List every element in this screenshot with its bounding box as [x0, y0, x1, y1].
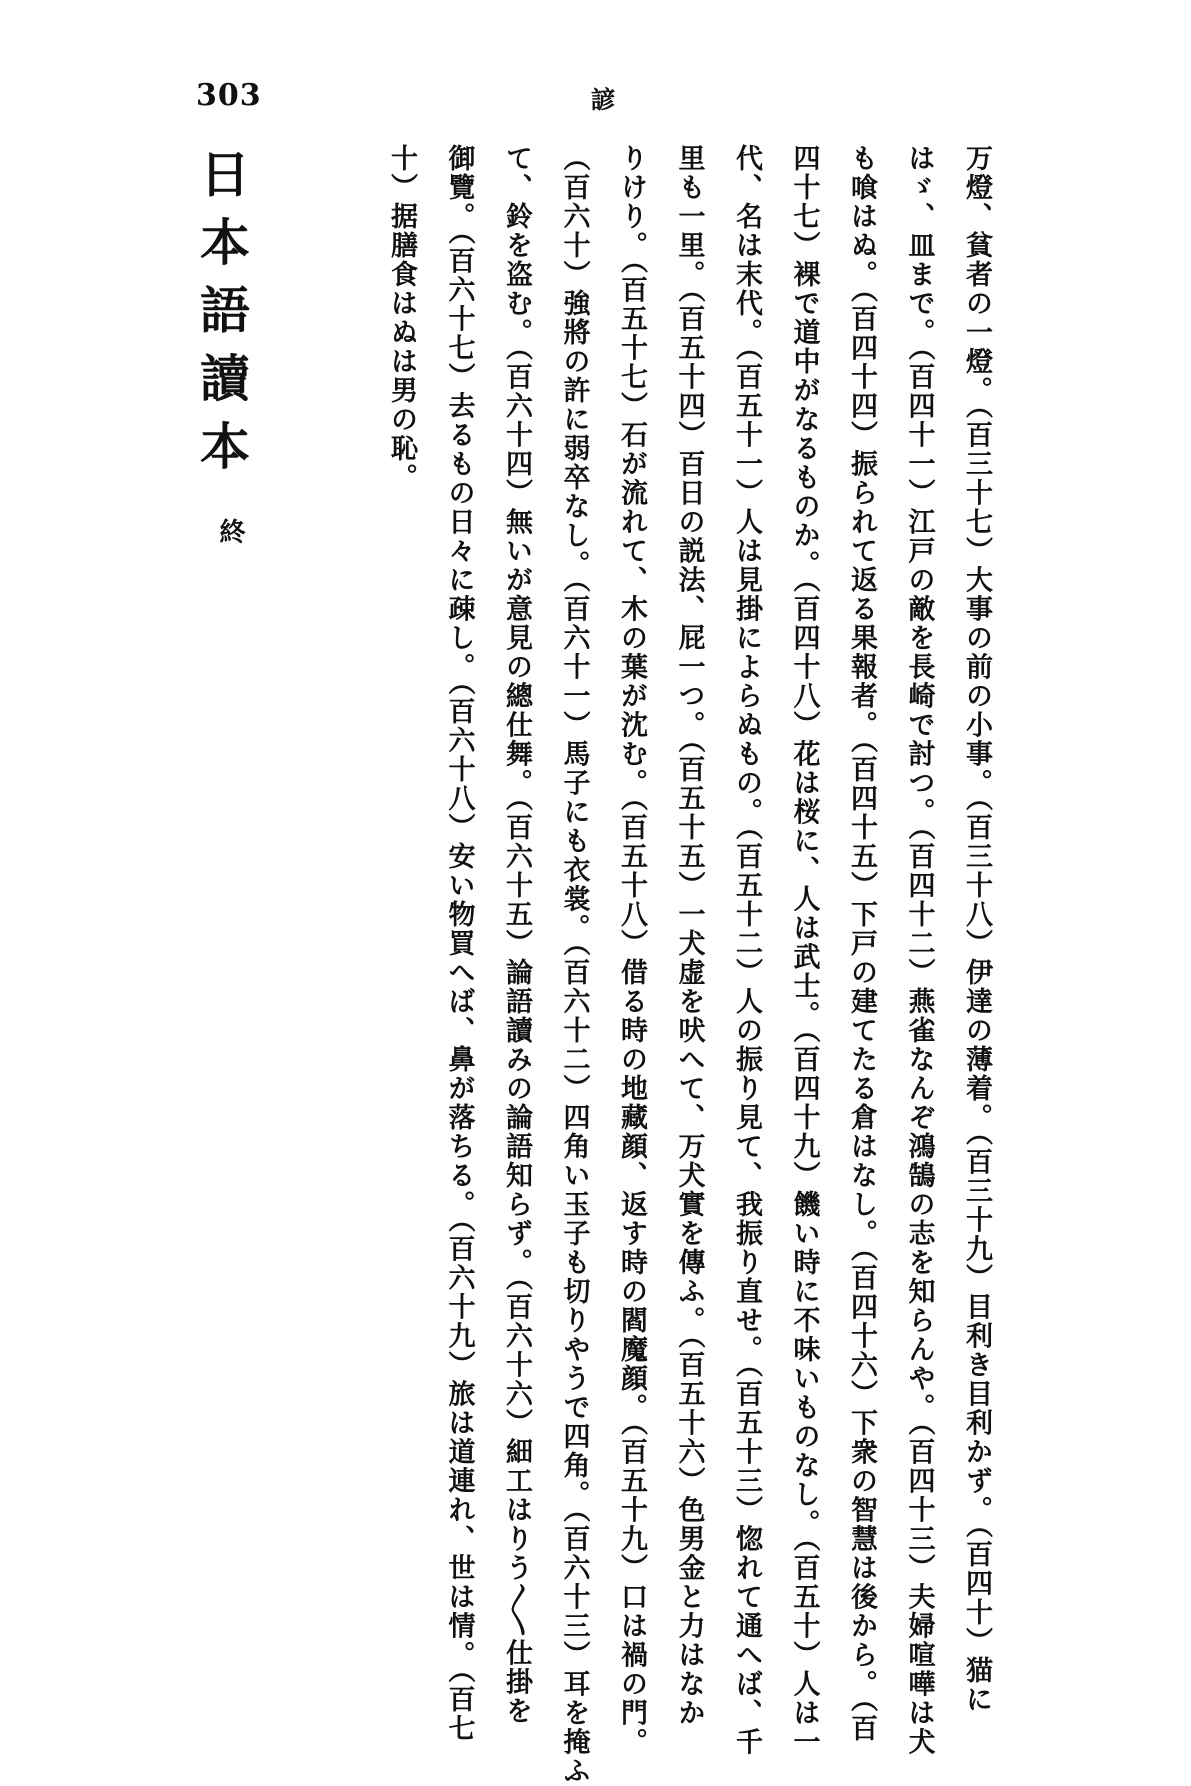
text-line: （百六十）強將の許に弱卒なし。（百六十一）馬子にも衣裳。（百六十二）四角い玉子も切りやうで四角。（百六十三）耳を掩ふ: [558, 144, 590, 1786]
text-line: 里も一里。（百五十四）百日の説法、屁一つ。（百五十五）一犬虚を吠へて、万犬實を傳ふ。（百五十六）色男金と力はなか: [673, 144, 705, 1728]
proverb-list-text: [373, 144, 1006, 1786]
text-line: て、鈴を盗む。（百六十四）無いが意見の總仕舞。（百六十五）論語讀みの論語知らず。（百六十六）細工はりう〳〵仕掛を: [501, 144, 532, 1726]
text-line: りけり。（百五十七）石が流れて、木の葉が沈む。（百五十八）借る時の地藏顔、返す時の閻魔顔。（百五十九）口は禍の門。: [616, 144, 647, 1757]
text-line: 万燈、貧者の一燈。（百三十七）大事の前の小事。（百三十八）伊達の薄着。（百三十九）目利き目利かず。（百四十）猫に: [961, 144, 992, 1714]
text-line: も喰はぬ。（百四十四）振られて返る果報者。（百四十五）下戸の建てたる倉はなし。（百四十六）下衆の智慧は後から。（百: [846, 144, 877, 1743]
page-number: 303: [196, 78, 262, 113]
end-mark: 終: [215, 518, 245, 544]
text-line: 代、名は末代。（百五十一）人は見掛によらぬもの。（百五十二）人の振り見て、我振り直せ。（百五十三）惚れて通へば、千: [731, 144, 762, 1757]
text-line: 御覽。（百六十七）去るもの日々に疎し。（百六十八）安い物買へば、鼻が落ちる。（百六十九）旅は道連れ、世は情。（百七: [443, 144, 475, 1743]
running-head: 諺: [591, 85, 615, 114]
book-title: 日本語讀本: [192, 148, 251, 488]
text-line: はゞ、皿まで。（百四十一）江戸の敵を長崎で討つ。（百四十二）燕雀なんぞ鴻鵠の志を知らんや。（百四十三）夫婦喧嘩は犬: [903, 144, 935, 1757]
text-line: 四十七）裸で道中がなるものか。（百四十八）花は桜に、人は武士。（百四十九）饑い時に不味いものなし。（百五十）人は一: [788, 144, 820, 1757]
text-line: 十）据膳食はぬは男の恥。: [386, 144, 417, 492]
